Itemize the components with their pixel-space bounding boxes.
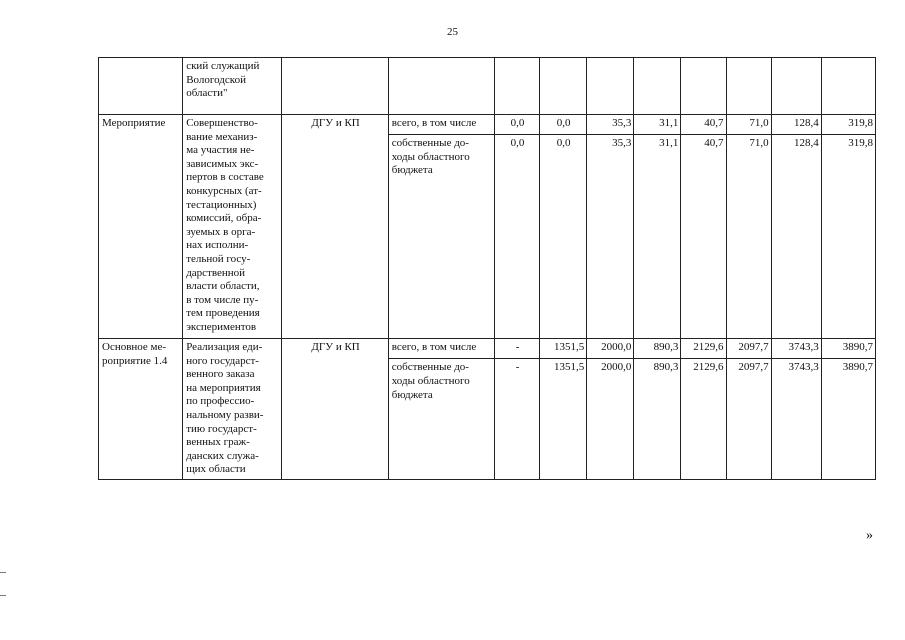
value-cell: 319,8 [821, 135, 875, 339]
scan-margin-mark [0, 572, 6, 573]
value-cell: 2000,0 [587, 359, 634, 480]
value-cell [821, 58, 875, 115]
value-cell: 128,4 [771, 135, 821, 339]
value-cell: 890,3 [634, 339, 681, 359]
value-cell: 35,3 [587, 115, 634, 135]
scan-margin-mark [0, 595, 6, 596]
value-cell: 2000,0 [587, 339, 634, 359]
source-cell: собственные до- ходы областного бюджета [388, 135, 494, 339]
page-number: 25 [447, 26, 458, 38]
value-cell [726, 58, 771, 115]
value-cell: 890,3 [634, 359, 681, 480]
source-cell: собственные до- ходы областного бюджета [388, 359, 494, 480]
value-cell: 3743,3 [771, 339, 821, 359]
value-cell: - [494, 359, 539, 480]
description-cell: ский служащий Вологодской области" [183, 58, 282, 115]
value-cell [540, 58, 587, 115]
source-cell [388, 58, 494, 115]
value-cell: 0,0 [540, 135, 587, 339]
value-cell [634, 58, 681, 115]
value-cell: 31,1 [634, 115, 681, 135]
program-cell: Основное ме- роприятие 1.4 [99, 339, 183, 480]
value-cell: 40,7 [681, 135, 726, 339]
table-row-activity-total [99, 115, 876, 135]
value-cell [587, 58, 634, 115]
value-cell: 128,4 [771, 115, 821, 135]
value-cell: 319,8 [821, 115, 875, 135]
value-cell [494, 58, 539, 115]
executor-cell [282, 58, 388, 115]
executor-cell: ДГУ и КП [282, 339, 388, 480]
value-cell: 3743,3 [771, 359, 821, 480]
value-cell: 0,0 [540, 115, 587, 135]
continuation-mark: » [866, 528, 873, 543]
value-cell: 2097,7 [726, 359, 771, 480]
value-cell: 1351,5 [540, 339, 587, 359]
source-cell: всего, в том числе [388, 339, 494, 359]
table-row-main-activity-total [99, 339, 876, 359]
value-cell: - [494, 339, 539, 359]
value-cell: 71,0 [726, 135, 771, 339]
program-cell: Мероприятие [99, 115, 183, 339]
value-cell: 0,0 [494, 135, 539, 339]
value-cell [681, 58, 726, 115]
value-cell: 2129,6 [681, 339, 726, 359]
value-cell: 40,7 [681, 115, 726, 135]
description-cell: Совершенство- вание механиз- ма участия не- зависимых экс- пертов в составе конкурсных (ат- тестационных) комиссий, обра- зуемых в орга- нах исполни- тельной госу- дарственной власти области, в том числе пу- тем проведения экспериментов [183, 115, 282, 339]
value-cell: 1351,5 [540, 359, 587, 480]
value-cell: 3890,7 [821, 359, 875, 480]
value-cell: 3890,7 [821, 339, 875, 359]
value-cell: 31,1 [634, 135, 681, 339]
description-cell: Реализация еди- ного государст- венного заказа на мероприятия по профессио- нальному разви- тию государст- венных граж- данских служа- щих области [183, 339, 282, 480]
budget-table [98, 57, 876, 480]
value-cell: 0,0 [494, 115, 539, 135]
value-cell: 71,0 [726, 115, 771, 135]
value-cell: 2129,6 [681, 359, 726, 480]
value-cell: 35,3 [587, 135, 634, 339]
program-cell [99, 58, 183, 115]
value-cell [771, 58, 821, 115]
executor-cell: ДГУ и КП [282, 115, 388, 339]
table-row-continuation [99, 58, 876, 115]
source-cell: всего, в том числе [388, 115, 494, 135]
value-cell: 2097,7 [726, 339, 771, 359]
